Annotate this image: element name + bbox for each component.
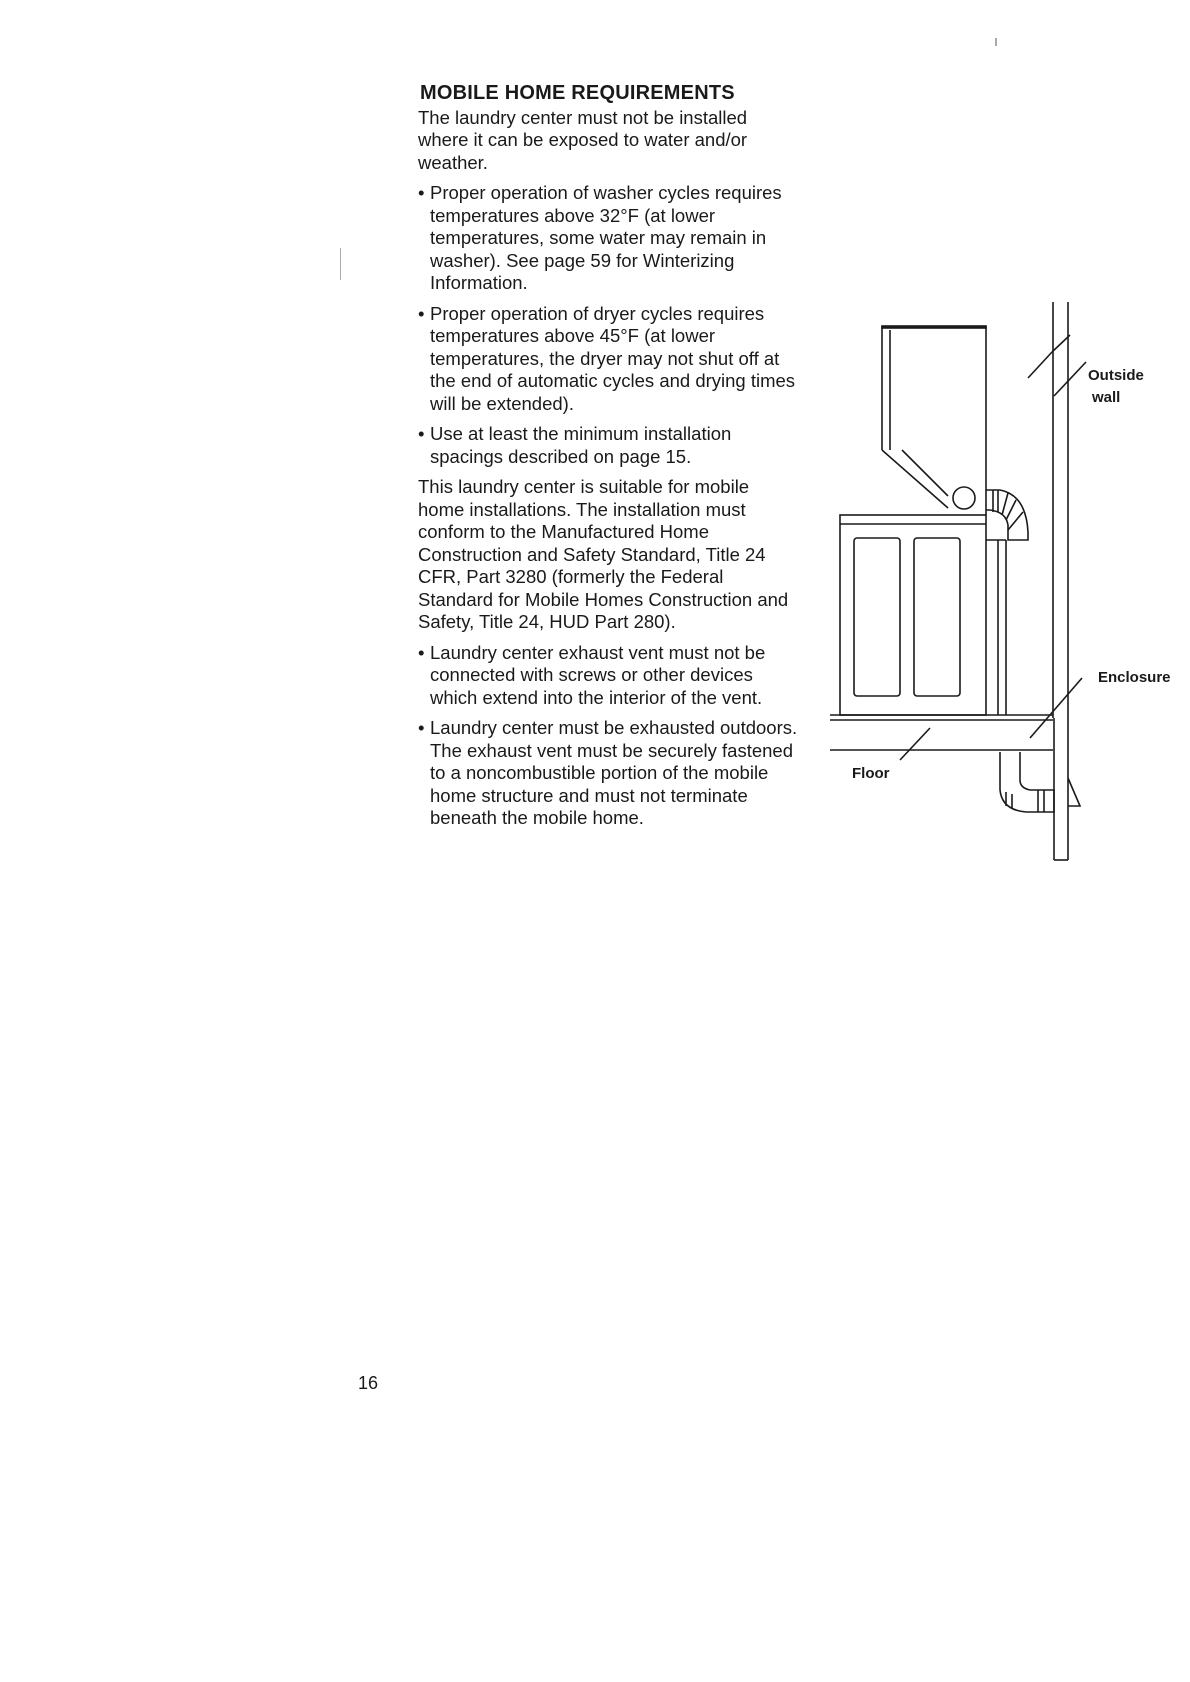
bullet-washer-temperature	[418, 182, 798, 295]
washer-panel-left	[854, 538, 900, 696]
vent-rib	[1002, 493, 1008, 515]
bullet-icon: •	[418, 302, 425, 324]
vent-rib	[1006, 500, 1016, 520]
scan-mark	[340, 248, 341, 280]
wall-label: wall	[1092, 389, 1121, 406]
bullet-exhaust-outdoors	[418, 717, 798, 830]
bullet-vent-screws	[418, 642, 798, 710]
bullet-text: Proper operation of washer cycles requires temperatures above 32°F (at lower temperatures, some water may remain in washer). See page 59 for Winterizing Information.	[430, 182, 782, 293]
external-duct-elbow	[1000, 780, 1054, 812]
dryer-top	[882, 326, 986, 328]
text-column	[418, 82, 798, 838]
bullet-text: Use at least the minimum installation spacings described on page 15.	[430, 423, 732, 467]
bullet-icon: •	[418, 182, 425, 203]
dryer-knob	[953, 487, 975, 509]
suitability-paragraph: This laundry center is suitable for mobile home installations. The installation must conform to the Manufactured Home Construction and Safety Standard, Title 24 CFR, Part 3280 (formerly the Federal Standard for Mobile Homes Construction and Safety, Title 24, HUD Part 280).	[418, 476, 789, 632]
mobile-home-installation-diagram	[830, 290, 1190, 870]
washer-cabinet	[840, 515, 986, 715]
page-number: 16	[358, 1373, 379, 1393]
dryer-slope	[882, 450, 948, 508]
scan-mark	[995, 38, 997, 46]
bullet-text: Laundry center must be exhausted outdoors. The exhaust vent must be securely fastened to a noncombustible portion of the mobile home structure and must not terminate beneath the mobile home.	[430, 717, 798, 828]
outside-wall-leader-upper	[1028, 352, 1052, 378]
intro-paragraph: The laundry center must not be installed where it can be exposed to water and/or weather.	[418, 106, 748, 173]
vent-rib	[1008, 512, 1023, 530]
bullet-icon: •	[418, 717, 425, 738]
floor-label: Floor	[852, 765, 890, 782]
outside-wall-pointer	[1054, 362, 1086, 396]
bullet-installation-spacings	[418, 423, 798, 468]
washer-panel-right	[914, 538, 960, 696]
floor-pointer	[900, 728, 930, 760]
outside-label: Outside	[1088, 367, 1144, 384]
bullet-text: Proper operation of dryer cycles requires temperatures above 45°F (at lower temperatures, the dryer may not shut off at the end of automatic cycles and drying times will be extended).	[430, 302, 796, 414]
bullet-text: Laundry center exhaust vent must not be connected with screws or other devices which extend into the interior of the vent.	[430, 641, 766, 708]
section-heading: MOBILE HOME REQUIREMENTS	[420, 82, 735, 104]
vent-hood	[1068, 778, 1080, 806]
enclosure-pointer	[1030, 678, 1082, 738]
bullet-dryer-temperature	[418, 303, 798, 416]
enclosure-label: Enclosure	[1098, 669, 1171, 686]
bullet-icon: •	[418, 641, 425, 663]
bullet-icon: •	[418, 423, 425, 444]
